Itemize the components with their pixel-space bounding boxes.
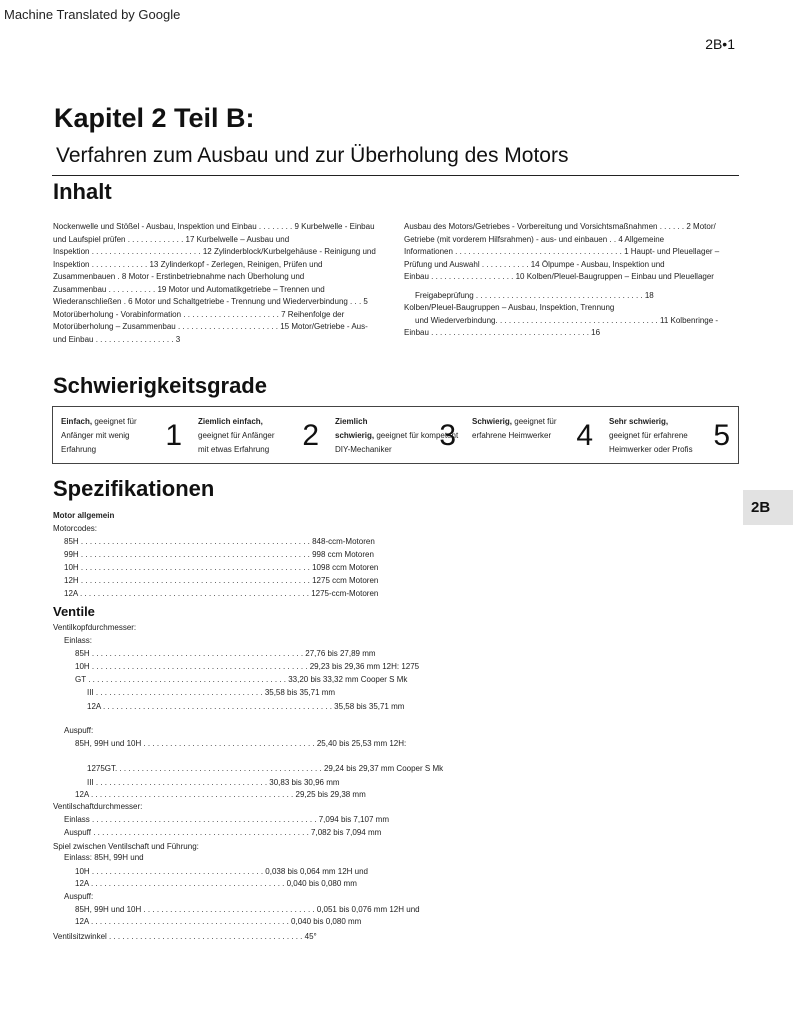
- toc-line: Inspektion . . . . . . . . . . . . . 13 Zylinderkopf - Zerlegen, Reinigen, Prüfen und: [53, 259, 323, 269]
- difficulty-level-4: [464, 407, 601, 465]
- difficulty-number: 1: [165, 419, 182, 452]
- spec-line: 85H . . . . . . . . . . . . . . . . . . . . . . . . . . . . . . . . . . . . . . . . . . . . . . . . 27,76 bis 27,89 mm: [75, 649, 376, 658]
- toc-line: Kolben/Pleuel-Baugruppen – Ausbau, Inspektion, Trennung: [404, 303, 615, 312]
- spec-line: Auspuff . . . . . . . . . . . . . . . . . . . . . . . . . . . . . . . . . . . . . . . . . . . . . . . . . 7,082 bis 7,094 mm: [64, 828, 382, 837]
- toc-line: Einbau . . . . . . . . . . . . . . . . . . . 10 Kolben/Pleuel-Baugruppen – Einbau und Pleuellager: [404, 272, 714, 281]
- spec-line: 12A . . . . . . . . . . . . . . . . . . . . . . . . . . . . . . . . . . . . . . . . . . . . . 0,040 bis 0,080 mm: [75, 917, 362, 926]
- spec-line: Auspuff:: [64, 892, 94, 901]
- motorcode: 10H: [64, 563, 79, 572]
- specs-heading: Spezifikationen: [53, 476, 215, 501]
- toc-line: Ausbau des Motors/Getriebes - Vorbereitung und Vorsichtsmaßnahmen . . . . . . 2 Motor/: [404, 222, 716, 231]
- ventile-heading: Ventile: [53, 604, 95, 619]
- spec-label: Motorcodes:: [53, 524, 98, 533]
- difficulty-description: [472, 415, 584, 443]
- spec-group-label: [53, 511, 114, 520]
- motorcode-value: 1275 ccm Motoren: [312, 576, 379, 585]
- difficulty-text: geeignet für Anfänger: [198, 431, 275, 440]
- difficulty-text: geeignet für erfahrene: [609, 431, 688, 440]
- spec-line: Auspuff:: [64, 726, 94, 735]
- motorcode-value: 998 ccm Motoren: [312, 550, 374, 559]
- spec-group-title: Motor allgemein: [53, 511, 115, 520]
- chapter-subtitle: Verfahren zum Ausbau und zur Überholung des Motors: [56, 144, 569, 167]
- spec-line: Ventilschaftdurchmesser:: [53, 802, 143, 811]
- difficulty-text: Anfänger mit wenig: [61, 431, 130, 440]
- toc-line: Einbau . . . . . . . . . . . . . . . . . . . . . . . . . . . . . . . . . . . . 16: [404, 328, 601, 337]
- toc-line: Zusammenbauen . 8 Motor - Erstinbetriebnahme nach Überholung und: [53, 272, 305, 281]
- leader-dots: . . . . . . . . . . . . . . . . . . . . . . . . . . . . . . . . . . . . . . . . . . . . . . . . . . . .: [80, 589, 309, 598]
- toc-line: Zusammenbau . . . . . . . . . . . 19 Motor und Automatikgetriebe – Trennen und: [53, 284, 325, 294]
- difficulty-label: Ziemlich einfach,: [198, 417, 263, 426]
- difficulty-description: [609, 415, 721, 457]
- motorcode: 85H: [64, 537, 79, 546]
- title-rule: [52, 175, 739, 176]
- difficulty-text: geeignet für: [92, 417, 137, 426]
- leader-dots: . . . . . . . . . . . . . . . . . . . . . . . . . . . . . . . . . . . . . . . . . . . . . . . . . . . .: [80, 563, 310, 572]
- difficulty-text: geeignet für: [512, 417, 557, 426]
- difficulty-text: mit etwas Erfahrung: [198, 445, 270, 454]
- motorcode-row: [64, 576, 378, 585]
- toc-line: Prüfung und Auswahl . . . . . . . . . . . 14 Ölpumpe - Ausbau, Inspektion und: [404, 259, 665, 269]
- spec-line: Einlass . . . . . . . . . . . . . . . . . . . . . . . . . . . . . . . . . . . . . . . . . . . . . . . . . . . 7,094 bis 7,107 mm: [64, 815, 389, 824]
- toc-line: und Einbau . . . . . . . . . . . . . . . . . . 3: [53, 334, 181, 344]
- contents-left-column: [53, 221, 393, 346]
- spec-line: 85H, 99H und 10H . . . . . . . . . . . . . . . . . . . . . . . . . . . . . . . . . . . . . . . 0,051 bis 0,076 mm 12H und: [75, 905, 420, 914]
- difficulty-text: geeignet für kompetent: [374, 431, 459, 440]
- difficulty-number: 5: [713, 419, 730, 452]
- section-tab: [743, 490, 793, 525]
- spec-line: Spiel zwischen Ventilschaft und Führung:: [53, 842, 199, 851]
- difficulty-label: Einfach,: [61, 417, 93, 426]
- toc-line: Getriebe (mit vorderem Hilfsrahmen) - aus- und einbauen . . 4 Allgemeine: [404, 234, 665, 244]
- motorcode-value: 1098 ccm Motoren: [312, 563, 379, 572]
- leader-dots: . . . . . . . . . . . . . . . . . . . . . . . . . . . . . . . . . . . . . . . . . . . . . . . . . . . .: [80, 537, 310, 546]
- difficulty-level-1: [53, 407, 190, 465]
- page-number: 2B•1: [705, 36, 735, 52]
- contents-right-column: [404, 221, 744, 340]
- toc-line: und Laufspiel prüfen . . . . . . . . . . . . . 17 Kurbelwelle – Ausbau und: [53, 234, 290, 244]
- toc-line: Inspektion . . . . . . . . . . . . . . . . . . . . . . . . . 12 Zylinderblock/Kurbelgehäuse - Reinigung und: [53, 247, 376, 256]
- toc-line: Freigabeprüfung . . . . . . . . . . . . . . . . . . . . . . . . . . . . . . . . . . . . . . 18: [415, 290, 654, 300]
- spec-line: 10H . . . . . . . . . . . . . . . . . . . . . . . . . . . . . . . . . . . . . . . 0,038 bis 0,064 mm 12H und: [75, 867, 368, 876]
- difficulty-text: DIY-Mechaniker: [335, 445, 392, 454]
- spec-line: GT . . . . . . . . . . . . . . . . . . . . . . . . . . . . . . . . . . . . . . . . . . . . . 33,20 bis 33,32 mm Cooper S Mk: [75, 675, 408, 684]
- translation-banner: Machine Translated by Google: [4, 7, 181, 22]
- chapter-title: Kapitel 2 Teil B:: [54, 103, 255, 133]
- motorcode-value: 1275-ccm-Motoren: [311, 589, 379, 598]
- motorcode-row: [64, 550, 374, 559]
- motorcode-row: [64, 563, 378, 572]
- toc-line: Wiederanschließen . 6 Motor und Schaltgetriebe - Trennung und Wiederverbindung . . . 5: [53, 297, 368, 306]
- spec-line: Ventilsitzwinkel . . . . . . . . . . . . . . . . . . . . . . . . . . . . . . . . . . . . . . . . . . . . 45°: [53, 932, 317, 941]
- spec-line: Einlass: 85H, 99H und: [64, 853, 144, 862]
- toc-line: Motorüberholung - Vorabinformation . . . . . . . . . . . . . . . . . . . . . . 7 Reihenfolge der: [53, 309, 345, 319]
- difficulty-label: schwierig,: [335, 431, 375, 440]
- spec-line: 12A . . . . . . . . . . . . . . . . . . . . . . . . . . . . . . . . . . . . . . . . . . . . . . 29,25 bis 29,38 mm: [75, 790, 366, 799]
- difficulty-description: [198, 415, 310, 457]
- difficulty-number: 3: [439, 419, 456, 452]
- toc-line: Motorüberholung – Zusammenbau . . . . . . . . . . . . . . . . . . . . . . . 15 Motor/Getriebe - Aus-: [53, 322, 368, 331]
- toc-line: und Wiederverbindung. . . . . . . . . . . . . . . . . . . . . . . . . . . . . . . . . . . . . 11 Kolbenringe -: [415, 315, 719, 325]
- spec-line: 12A . . . . . . . . . . . . . . . . . . . . . . . . . . . . . . . . . . . . . . . . . . . . . . . . . . . . 35,58 bis 35,71 mm: [87, 702, 405, 711]
- spec-line: 12A . . . . . . . . . . . . . . . . . . . . . . . . . . . . . . . . . . . . . . . . . . . . 0,040 bis 0,080 mm: [75, 879, 357, 888]
- difficulty-text: Erfahrung: [61, 445, 97, 454]
- difficulty-text: erfahrene Heimwerker: [472, 431, 552, 440]
- difficulty-number: 2: [302, 419, 319, 452]
- leader-dots: . . . . . . . . . . . . . . . . . . . . . . . . . . . . . . . . . . . . . . . . . . . . . . . . . . . .: [80, 550, 310, 559]
- difficulty-label: Ziemlich: [335, 417, 368, 426]
- difficulty-number: 4: [576, 419, 593, 452]
- section-tab-label: 2B: [751, 499, 771, 516]
- spec-line: 85H, 99H und 10H . . . . . . . . . . . . . . . . . . . . . . . . . . . . . . . . . . . . . . . 25,40 bis 25,53 mm 12H:: [75, 739, 407, 748]
- motorcode-value: 848-ccm-Motoren: [312, 537, 375, 546]
- motorcode: 12H: [64, 576, 79, 585]
- spec-line: Ventilkopfdurchmesser:: [53, 623, 137, 632]
- difficulty-label: Schwierig,: [472, 417, 513, 426]
- motorcode: 12A: [64, 589, 78, 598]
- difficulty-ratings-box: [52, 406, 739, 464]
- spec-line: 10H . . . . . . . . . . . . . . . . . . . . . . . . . . . . . . . . . . . . . . . . . . . . . . . . . 29,23 bis 29,36 mm 12H: 1275: [75, 662, 420, 671]
- contents-heading: Inhalt: [53, 179, 112, 204]
- spec-line: III . . . . . . . . . . . . . . . . . . . . . . . . . . . . . . . . . . . . . . . 30,83 bis 30,96 mm: [87, 778, 340, 787]
- motorcode-row: [64, 589, 378, 598]
- difficulty-level-2: [190, 407, 327, 465]
- spec-line: Einlass:: [64, 636, 93, 645]
- spec-line: 1275GT. . . . . . . . . . . . . . . . . . . . . . . . . . . . . . . . . . . . . . . . . . . . . . . 29,24 bis 29,37 mm Cooper S Mk: [87, 764, 444, 773]
- toc-line: Informationen . . . . . . . . . . . . . . . . . . . . . . . . . . . . . . . . . . . . . . 1 Haupt- und Pleuellager –: [404, 247, 720, 256]
- motorcode-row: [64, 537, 375, 546]
- difficulty-label: Sehr schwierig,: [609, 417, 669, 426]
- difficulty-level-3: [327, 407, 464, 465]
- toc-line: Nockenwelle und Stößel - Ausbau, Inspektion und Einbau . . . . . . . . 9 Kurbelwelle - Einbau: [53, 222, 375, 231]
- difficulty-text: Heimwerker oder Profis: [609, 445, 693, 454]
- difficulty-description: [61, 415, 173, 457]
- leader-dots: . . . . . . . . . . . . . . . . . . . . . . . . . . . . . . . . . . . . . . . . . . . . . . . . . . . .: [80, 576, 310, 585]
- motorcode: 99H: [64, 550, 79, 559]
- difficulty-level-5: [601, 407, 738, 465]
- difficulty-heading: Schwierigkeitsgrade: [53, 373, 267, 398]
- spec-line: III . . . . . . . . . . . . . . . . . . . . . . . . . . . . . . . . . . . . . . 35,58 bis 35,71 mm: [87, 688, 336, 697]
